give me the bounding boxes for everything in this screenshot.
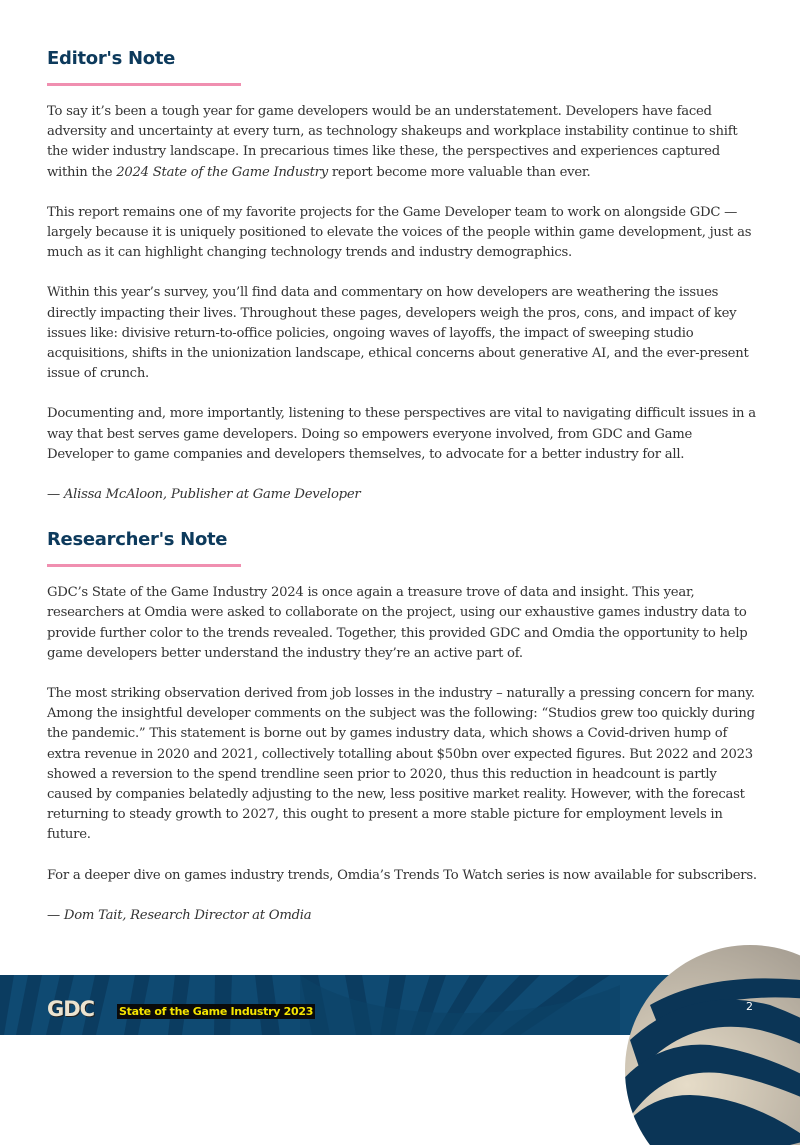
paragraph: For a deeper dive on games industry trends, Omdia’s Trends To Watch series is now available for subscribers. [47,867,757,883]
page-content [47,46,757,948]
paragraph: Within this year’s survey, you’ll find data and commentary on how developers are weathering the issues directly impacting their lives. Throughout these pages, developers weigh the pros, cons, and impact of key issues like: divisive return-to-office policies, ongoing waves of layoffs, the impact of sweeping studio acquisitions, shifts in the unionization landscape, ethical concerns about generative AI, and the ever-present issue of crunch. [47,285,749,382]
signature: — Alissa McAloon, Publisher at Game Developer [47,487,361,503]
accent-rule [47,564,241,567]
section-title: Researcher's Note [47,529,228,551]
striped-sphere-graphic [610,945,800,1145]
section-title: Editor's Note [47,48,176,69]
page-number: 2 [746,1000,753,1013]
gdc-logo: GDC [47,997,95,1021]
accent-rule [47,83,241,86]
researchers-note-section [47,527,757,926]
editors-note-section [47,46,757,505]
paragraph: Documenting and, more importantly, listening to these perspectives are vital to navigating difficult issues in a way that best serves game developers. Doing so empowers everyone involved, from GDC and Game Developer to game companies and developers themselves, to advocate for a better industry for all. [47,406,756,462]
footer-report-title: State of the Game Industry 2023 [119,1005,314,1018]
text-run: report become more valuable than ever. [327,164,591,180]
paragraph: This report remains one of my favorite projects for the Game Developer team to work on alongside GDC — largely because it is uniquely positioned to elevate the voices of the people within game development, just as much as it can highlight changing technology trends and industry demographics. [47,204,752,261]
paragraph: The most striking observation derived from job losses in the industry – naturally a pressing concern for many. Among the insightful developer comments on the subject was the following: “Studios grew too quickly during the pandemic.” This statement is borne out by games industry data, which shows a Covid-driven hump of extra revenue in 2020 and 2021, collectively totalling about $50bn over expected figures. But 2022 and 2023 showed a reversion to the spend trendline seen prior to 2020, thus this reduction in headcount is partly caused by companies belatedly adjusting to the new, less positive market reality. However, with the forecast returning to steady growth to 2027, this ought to present a more stable picture for employment levels in future. [47,686,755,843]
signature: — Dom Tait, Research Director at Omdia [47,907,312,923]
report-title-italic: 2024 State of the Game Industry [116,164,328,180]
paragraph [47,102,757,183]
paragraph: GDC’s State of the Game Industry 2024 is once again a treasure trove of data and insight. This year, researchers at Omdia were asked to collaborate on the project, using our exhaustive games industry data to provide further color to the trends revealed. Together, this provided GDC and Omdia the opportunity to help game developers better understand the industry they’re an active part of. [47,585,748,661]
text-run: To say it’s been a tough year for game developers would be an understatement. Developers have faced adversity and uncertainty at every turn, as technology shakeups and workplace instability continue to shift the wider industry landscape. In precarious times like these, the perspectives and experiences captured within the [47,104,738,180]
